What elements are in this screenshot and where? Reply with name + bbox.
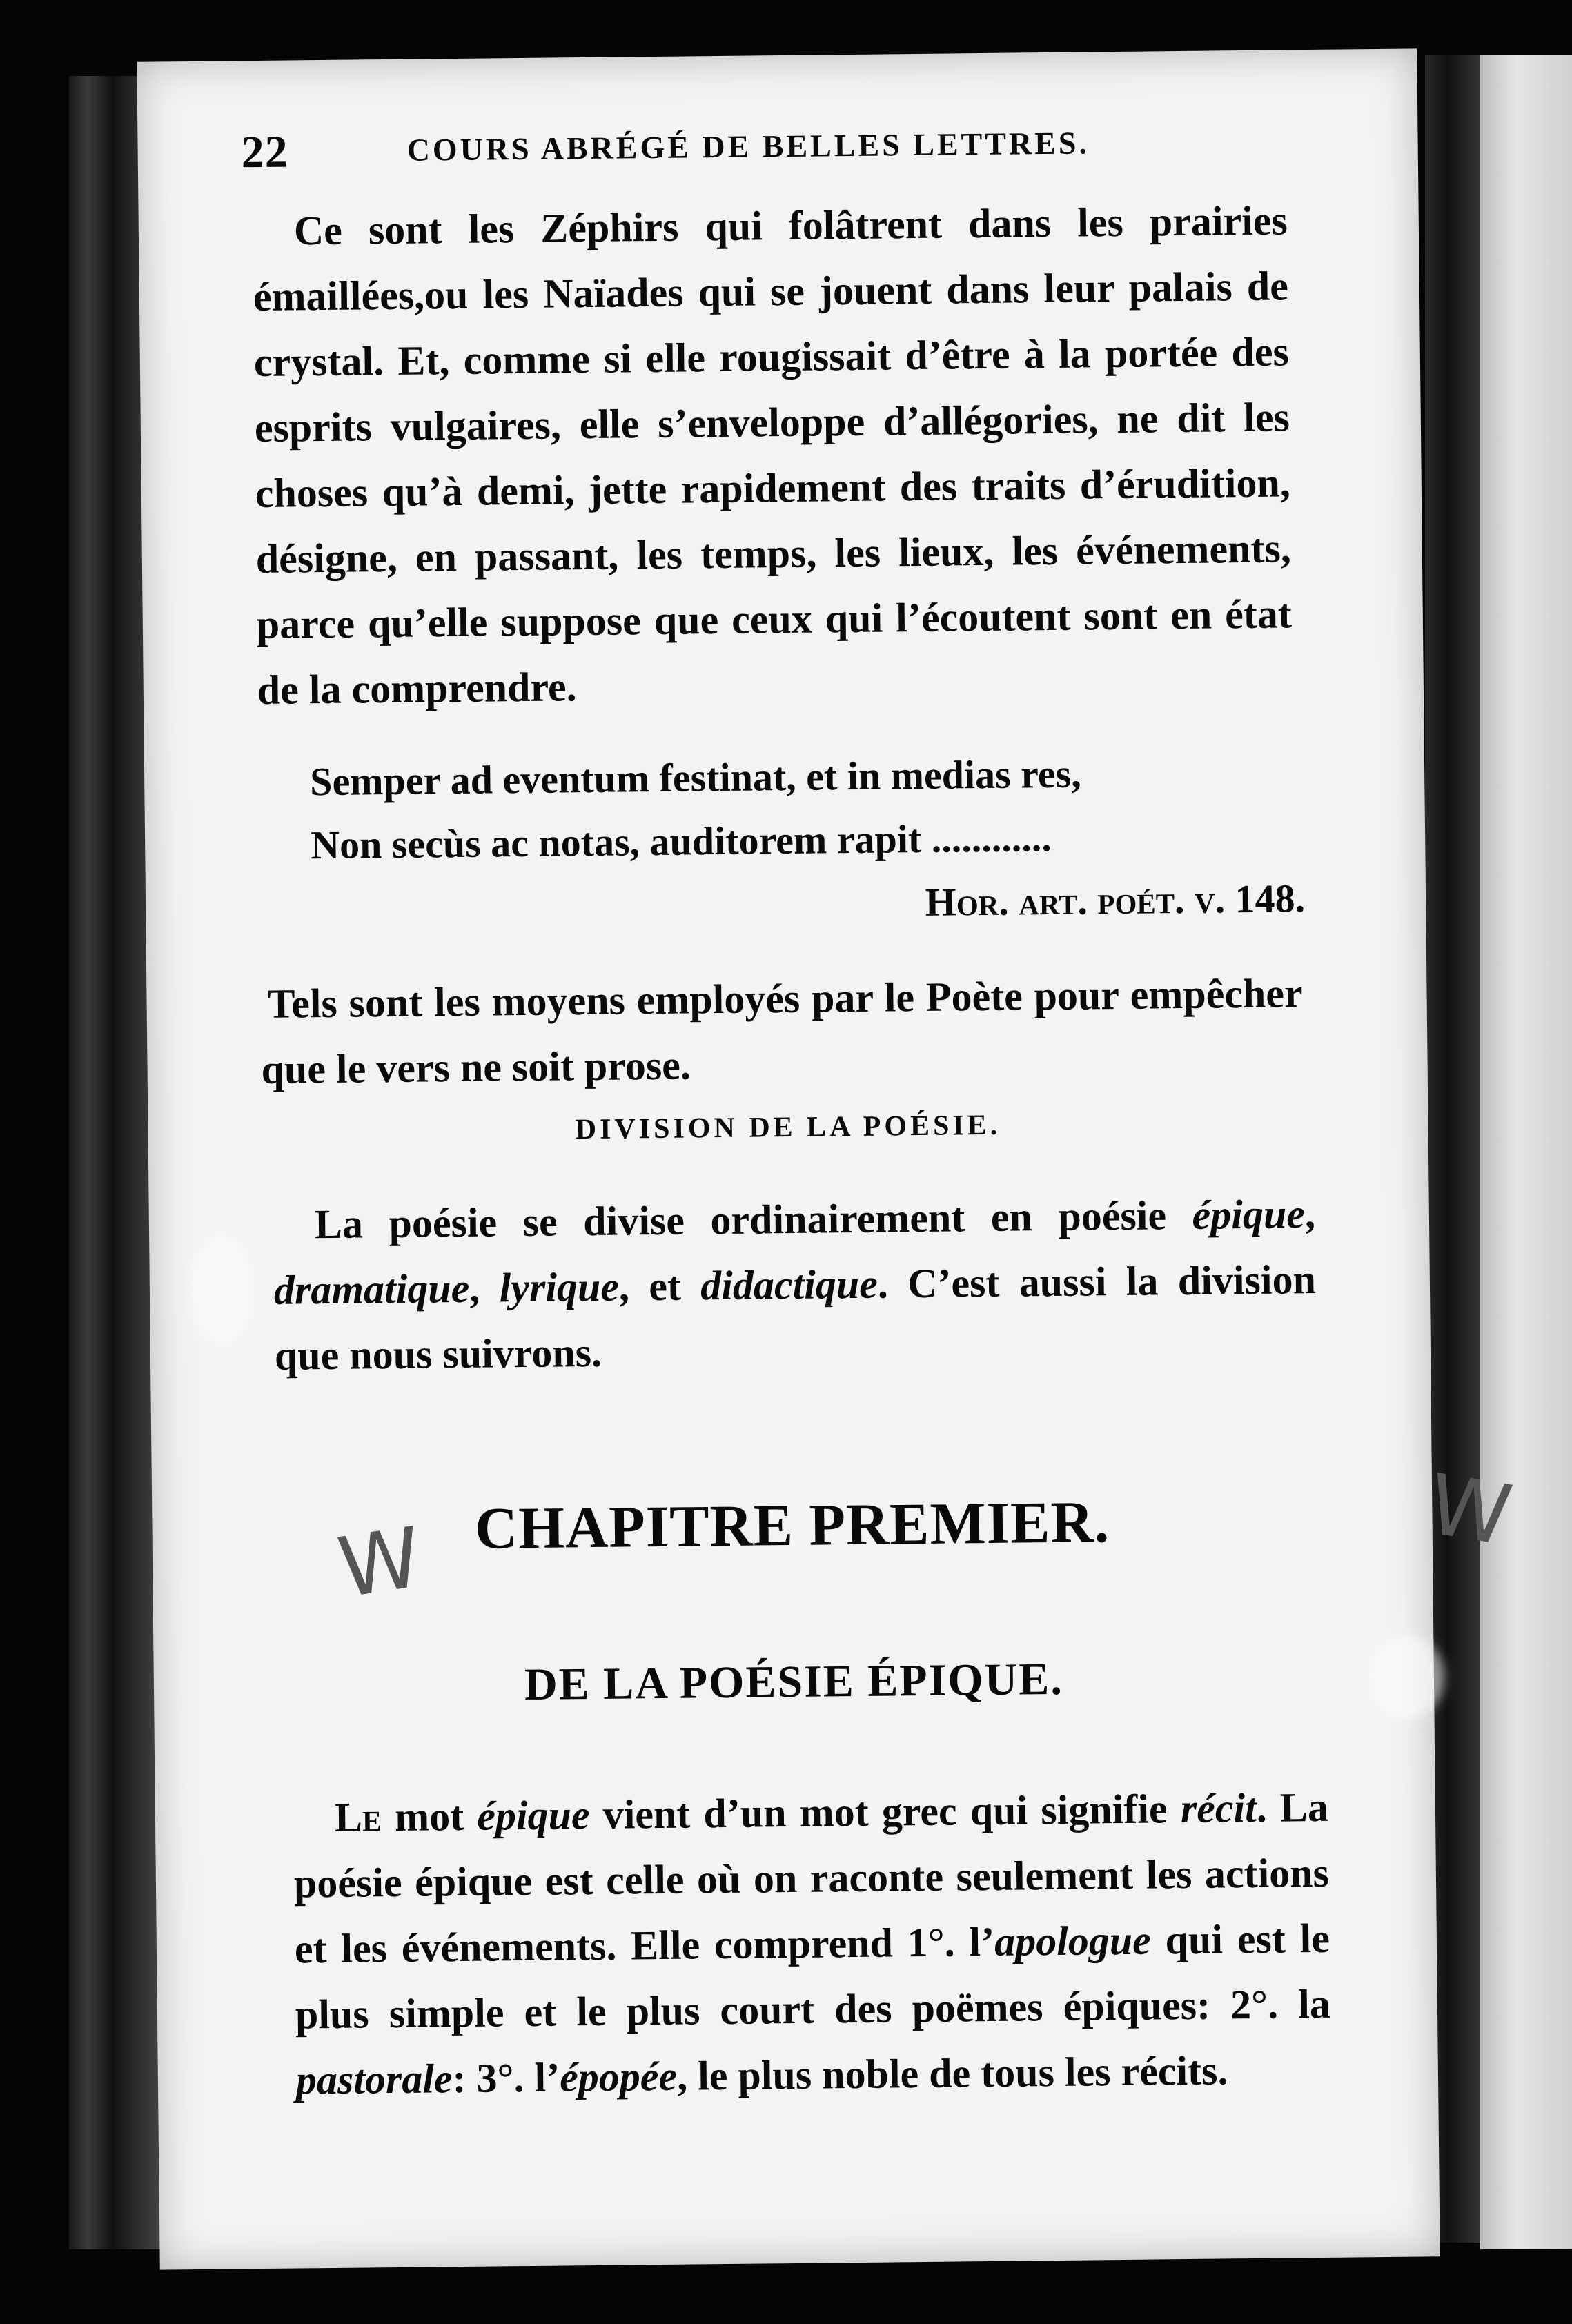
paragraph-division — [273, 1181, 1317, 1389]
chapter-heading: CHAPITRE PREMIER. — [474, 1488, 1110, 1562]
book-page — [137, 48, 1518, 2269]
p3-comma-1: , — [1304, 1191, 1316, 1237]
p4-text-6: , le plus noble de tous les récits. — [676, 2047, 1228, 2099]
paper-smudge — [190, 1234, 254, 1345]
paragraph-zephirs: Ce sont les Zéphirs qui folâtrent dans les prairies émaillées,ou les Naïades qui se jouent dans leur palais de crystal. Et, comme si elle rougissait d’être à la portée des esprits vulgaires, elle s’enveloppe d’allégories, ne dit les choses qu’à demi, jette rapidement des traits d’érudition, désigne, en passant, les temps, les lieux, les événements, parce qu’elle suppose que ceux qui l’écoutent sont en état de la comprendre. — [253, 197, 1293, 713]
term-epique-2: épique — [476, 1792, 590, 1839]
quote-line-1: Semper ad eventum festinat, et in medias res, — [309, 751, 1081, 805]
term-recit: récit — [1180, 1784, 1257, 1832]
margin-mark-left: W — [332, 1510, 428, 1617]
term-dramatique: dramatique — [273, 1265, 470, 1313]
p3-and: , et — [618, 1263, 701, 1310]
p4-text-3: . La poésie épique est celle où on raconte seulement les actions et les événements. Elle comprend 1°. l’ — [293, 1784, 1330, 1972]
term-pastorale: pastorale — [295, 2056, 453, 2103]
quote-citation: Hor. art. poét. v. 148. — [925, 876, 1306, 925]
p4-text-1: mot — [381, 1793, 478, 1840]
margin-mark-right: W — [1421, 1456, 1518, 1565]
term-epopee: épopée — [559, 2053, 678, 2100]
paragraph-moyens: Tels sont les moyens employés par le Poète pour empêcher que le vers ne soit prose. — [261, 970, 1303, 1092]
p4-text-5: : 3°. l’ — [452, 2054, 560, 2102]
term-didactique: didactique — [700, 1261, 878, 1309]
p4-text-2: vient d’un mot grec qui signifie — [589, 1786, 1181, 1838]
p3-text-2: . C’est aussi la division que nous suivrons. — [274, 1257, 1317, 1379]
term-lyrique: lyrique — [499, 1263, 620, 1311]
p3-text-1: La poésie se divise ordinairement en poésie — [314, 1192, 1192, 1248]
p4-lead: Le — [334, 1794, 382, 1840]
paper-smudge — [1368, 1635, 1444, 1719]
horace-quotation — [310, 740, 1306, 941]
quote-line-2: Non secùs ac notas, auditorem rapit ............ — [310, 814, 1052, 868]
p4-text-4: qui est le plus simple et le plus court des poëmes épiques: 2°. la — [295, 1915, 1331, 2038]
paragraph-epique — [293, 1775, 1331, 2114]
term-apologue: apologue — [994, 1917, 1152, 1964]
p3-comma-2: , — [469, 1265, 500, 1311]
section-heading: DE LA POÉSIE ÉPIQUE. — [524, 1653, 1064, 1711]
page-number: 22 — [241, 126, 289, 178]
term-epique: épique — [1192, 1191, 1306, 1238]
running-title: COURS ABRÉGÉ DE BELLES LETTRES. — [406, 125, 1090, 168]
page-header — [241, 115, 1311, 188]
division-heading: DIVISION DE LA POÉSIE. — [575, 1109, 1001, 1146]
facing-page-edge — [1480, 55, 1572, 2249]
